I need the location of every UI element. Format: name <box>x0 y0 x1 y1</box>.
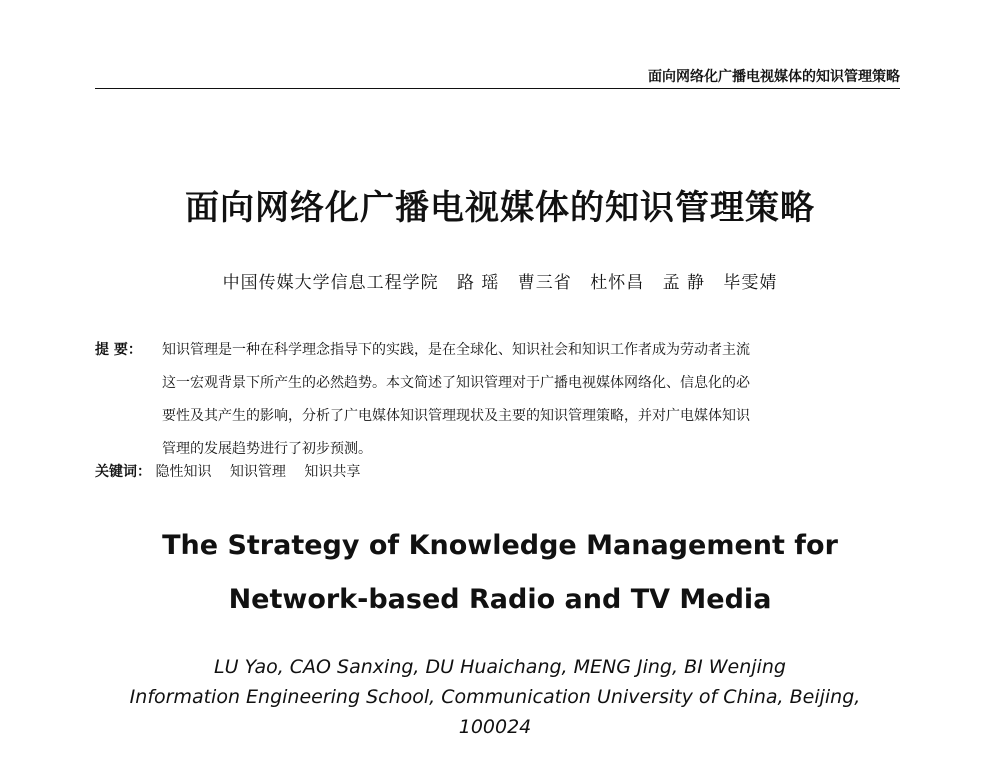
abstract-text <box>162 334 907 466</box>
author-name: 曹三省 <box>517 273 572 293</box>
keyword: 知识共享 <box>304 464 361 480</box>
abstract-line: 知识管理是一种在科学理念指导下的实践，是在全球化、知识社会和知识工作者成为劳动者主流 <box>162 342 750 358</box>
author-name: 杜怀昌 <box>590 273 645 293</box>
paper-title-english <box>0 519 1000 627</box>
header-rule <box>95 88 900 89</box>
running-header-title: 面向网络化广播电视媒体的知识管理策略 <box>648 69 900 85</box>
affiliation-english: Information Engineering School, Communication University of China, Beijing, 100024 <box>129 686 861 738</box>
keywords-label: 关键词： <box>95 464 151 480</box>
author-name: 孟 静 <box>662 273 706 293</box>
abstract-line: 管理的发展趋势进行了初步预测。 <box>162 441 372 457</box>
keyword: 知识管理 <box>229 464 286 480</box>
affiliation-chinese: 中国传媒大学信息工程学院 <box>222 273 439 293</box>
title-english-line: The Strategy of Knowledge Management for <box>162 530 838 561</box>
author-line-chinese <box>0 268 1000 293</box>
authors-english: LU Yao, CAO Sanxing, DU Huaichang, MENG Jing, BI Wenjing <box>214 656 786 678</box>
keyword: 隐性知识 <box>155 464 212 480</box>
author-name: 毕雯婧 <box>723 273 778 293</box>
paper-title-chinese: 面向网络化广播电视媒体的知识管理策略 <box>185 188 815 228</box>
keywords-section <box>95 456 374 489</box>
abstract-line: 要性及其产生的影响，分析了广电媒体知识管理现状及主要的知识管理策略，并对广电媒体知识 <box>162 408 750 424</box>
author-name: 路 瑶 <box>456 273 500 293</box>
abstract-line: 这一宏观背景下所产生的必然趋势。本文简述了知识管理对于广播电视媒体网络化、信息化的必 <box>162 375 750 391</box>
title-english-line: Network-based Radio and TV Media <box>228 584 772 615</box>
abstract-label: 提 要： <box>95 342 142 358</box>
